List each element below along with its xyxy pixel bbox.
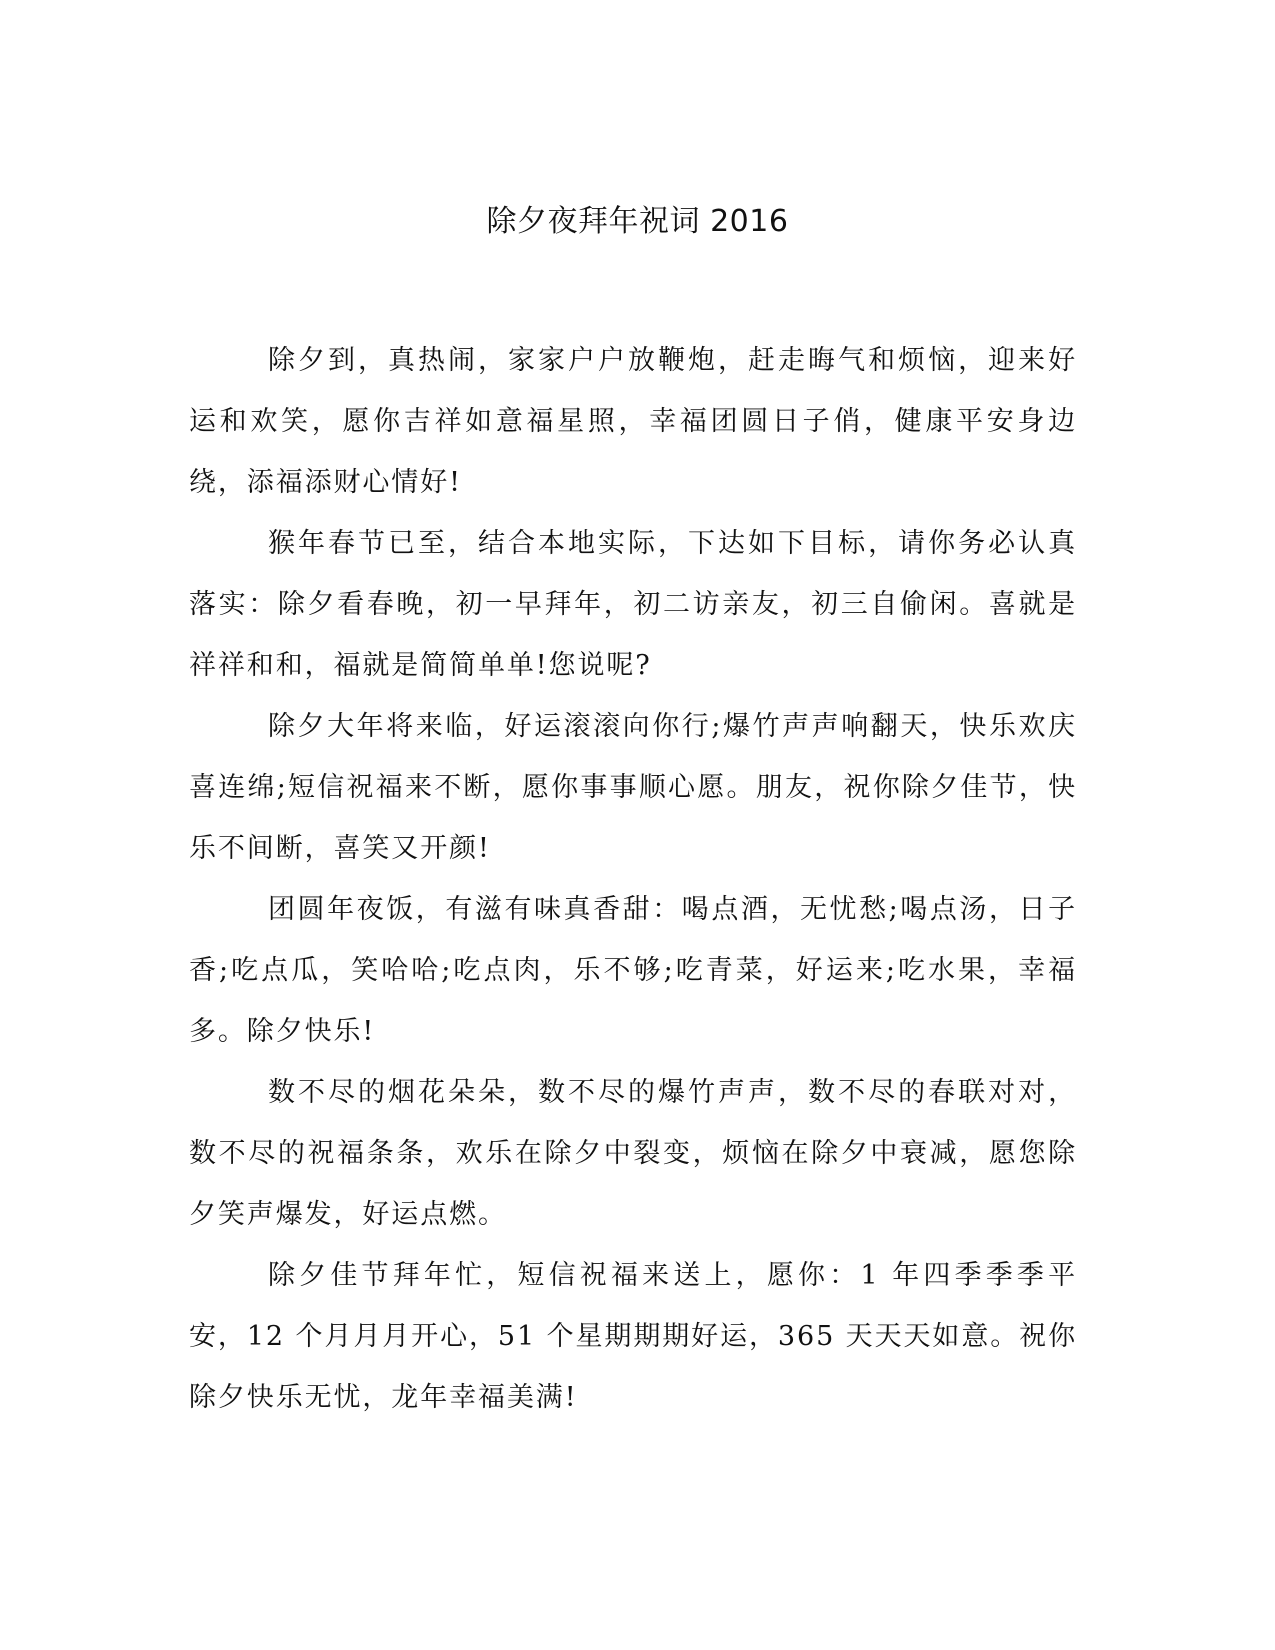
paragraph-2: 猴年春节已至，结合本地实际，下达如下目标，请你务必认真落实：除夕看春晚，初一早拜年，初二访亲友，初三自偷闲。喜就是祥祥和和，福就是简简单单!您说呢? bbox=[189, 528, 1077, 681]
paragraph-6: 除夕佳节拜年忙，短信祝福来送上，愿你：1 年四季季季平安，12 个月月月开心，51 个星期期期好运，365 天天天如意。祝你除夕快乐无忧，龙年幸福美满! bbox=[189, 1260, 1077, 1413]
document-title: 除夕夜拜年祝词 2016 bbox=[486, 204, 789, 239]
paragraph-5: 数不尽的烟花朵朵，数不尽的爆竹声声，数不尽的春联对对，数不尽的祝福条条，欢乐在除夕中裂变，烦恼在除夕中衰减，愿您除夕笑声爆发，好运点燃。 bbox=[189, 1077, 1077, 1230]
paragraph-4: 团圆年夜饭，有滋有味真香甜：喝点酒，无忧愁;喝点汤，日子香;吃点瓜，笑哈哈;吃点肉，乐不够;吃青菜，好运来;吃水果，幸福多。除夕快乐! bbox=[189, 894, 1077, 1047]
paragraph-3: 除夕大年将来临，好运滚滚向你行;爆竹声声响翻天，快乐欢庆喜连绵;短信祝福来不断，愿你事事顺心愿。朋友，祝你除夕佳节，快乐不间断，喜笑又开颜! bbox=[189, 711, 1077, 864]
paragraph-1: 除夕到，真热闹，家家户户放鞭炮，赶走晦气和烦恼，迎来好运和欢笑，愿你吉祥如意福星照，幸福团圆日子俏，健康平安身边绕，添福添财心情好! bbox=[189, 345, 1077, 498]
document-body bbox=[189, 330, 1077, 1428]
